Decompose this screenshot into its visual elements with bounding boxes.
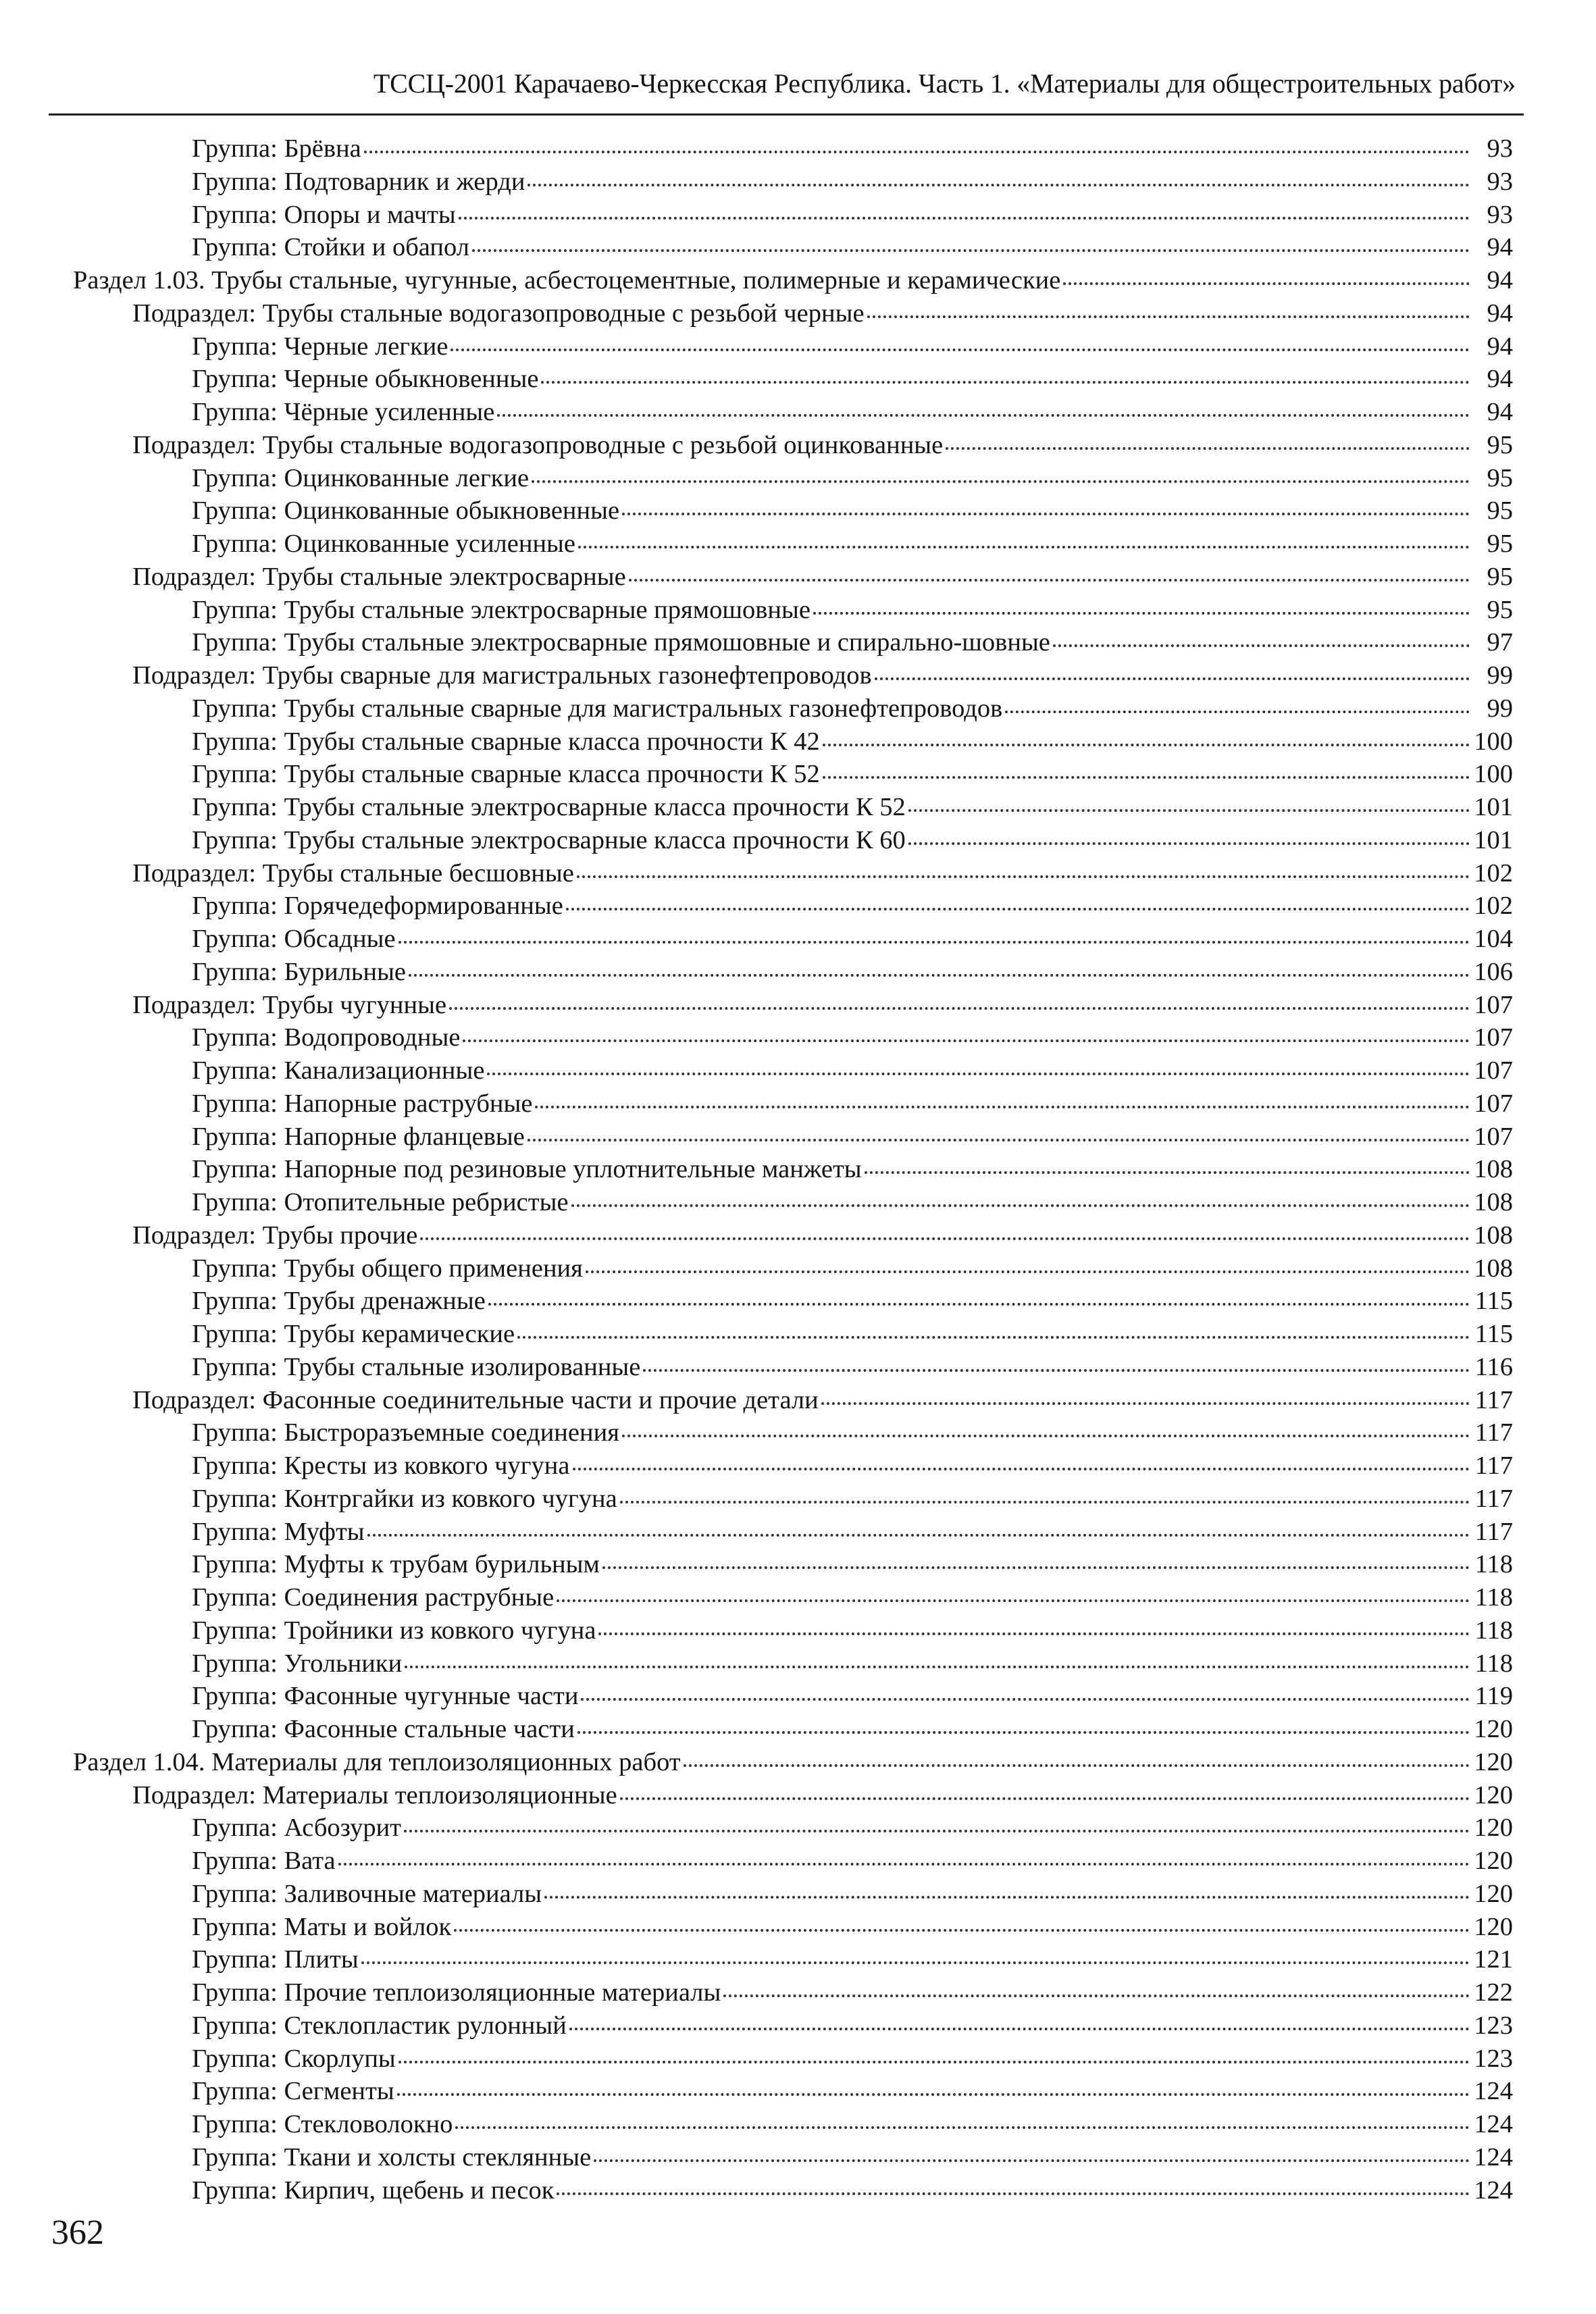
- toc-group-entry[interactable]: [73, 528, 1513, 561]
- toc-group-entry[interactable]: [73, 1449, 1513, 1483]
- toc-entry-label: Раздел 1.04. Материалы для теплоизоляционных работ: [73, 1747, 681, 1776]
- toc-entry-page: 99: [1487, 661, 1513, 690]
- toc-entry-page: 121: [1474, 1945, 1513, 1974]
- toc-subsection-entry[interactable]: [73, 989, 1513, 1022]
- toc-entry-page: 123: [1474, 2044, 1513, 2073]
- toc-subsection-entry[interactable]: [73, 561, 1513, 594]
- toc-entry-label: Группа: Трубы стальные сварные класса прочности К 42: [192, 727, 820, 756]
- dot-leader: [361, 1961, 1470, 1964]
- toc-entry-label: Группа: Опоры и мачты: [192, 200, 456, 229]
- dot-leader: [409, 974, 1470, 977]
- toc-entry-page: 120: [1474, 1814, 1513, 1843]
- toc-entry-label: Группа: Горячедеформированные: [192, 892, 563, 921]
- toc-entry-label: Группа: Трубы стальные сварные класса прочности К 52: [192, 760, 820, 789]
- toc-entry-page: 107: [1474, 1023, 1513, 1052]
- toc-entry-page: 124: [1474, 2077, 1513, 2106]
- toc-entry-page: 94: [1487, 332, 1513, 361]
- toc-group-entry[interactable]: [73, 1285, 1513, 1318]
- dot-leader: [684, 1764, 1470, 1767]
- dot-leader: [398, 2061, 1470, 2063]
- toc-group-entry[interactable]: [73, 956, 1513, 989]
- toc-entry-label: Группа: Трубы стальные электросварные прямошовные: [192, 595, 810, 624]
- toc-entry-page: 107: [1474, 1122, 1513, 1151]
- toc-entry-label: Группа: Трубы керамические: [192, 1320, 515, 1348]
- dot-leader: [420, 1237, 1470, 1240]
- toc-group-entry[interactable]: [73, 1252, 1513, 1285]
- toc-entry-label: Подраздел: Трубы стальные водогазопроводные с резьбой черные: [132, 299, 865, 328]
- toc-entry-label: Группа: Отопительные ребристые: [192, 1188, 569, 1216]
- toc-entry-page: 99: [1487, 694, 1513, 723]
- dot-leader: [569, 2028, 1470, 2030]
- toc-entry-page: 107: [1474, 1089, 1513, 1118]
- dot-leader: [577, 1731, 1470, 1734]
- toc-entry-label: Группа: Трубы общего применения: [192, 1254, 583, 1283]
- dot-leader: [813, 612, 1470, 615]
- toc-group-entry[interactable]: [73, 1054, 1513, 1087]
- toc-entry-label: Группа: Трубы стальные электросварные прямошовные и спирально-шовные: [192, 628, 1050, 657]
- toc-group-entry[interactable]: [73, 725, 1513, 759]
- dot-leader: [867, 315, 1470, 318]
- toc-group-entry[interactable]: [73, 1911, 1513, 1944]
- toc-group-entry[interactable]: [73, 1318, 1513, 1351]
- toc-group-entry[interactable]: [73, 1680, 1513, 1713]
- toc-group-entry[interactable]: [73, 594, 1513, 627]
- toc-entry-label: Группа: Обсадные: [192, 925, 396, 953]
- toc-entry-label: Группа: Прочие теплоизоляционные материалы: [192, 1978, 721, 2007]
- toc-entry-label: Группа: Трубы стальные изолированные: [192, 1352, 641, 1381]
- toc-group-entry[interactable]: [73, 1878, 1513, 1911]
- toc-entry-page: 119: [1474, 1682, 1513, 1711]
- toc-entry-label: Группа: Тройники из ковкого чугуна: [192, 1616, 596, 1645]
- dot-leader: [908, 842, 1470, 845]
- toc-entry-label: Группа: Контргайки из ковкого чугуна: [192, 1484, 617, 1513]
- dot-leader: [573, 1468, 1470, 1470]
- toc-entry-page: 124: [1474, 2176, 1513, 2205]
- toc-entry-label: Подраздел: Трубы стальные электросварные: [132, 562, 626, 591]
- toc-entry-label: Группа: Кресты из ковкого чугуна: [192, 1451, 570, 1480]
- toc-entry-page: 94: [1487, 266, 1513, 294]
- table-of-contents: [73, 132, 1513, 2207]
- toc-subsection-entry[interactable]: [73, 857, 1513, 890]
- toc-entry-label: Группа: Канализационные: [192, 1056, 485, 1085]
- toc-entry-label: Группа: Трубы стальные электросварные класса прочности К 60: [192, 825, 906, 854]
- toc-subsection-entry[interactable]: [73, 1779, 1513, 1812]
- toc-entry-label: Группа: Скорлупы: [192, 2044, 396, 2073]
- toc-entry-page: 93: [1487, 134, 1513, 163]
- toc-entry-page: 108: [1474, 1254, 1513, 1283]
- toc-entry-label: Подраздел: Фасонные соединительные части и прочие детали: [132, 1385, 819, 1414]
- toc-group-entry[interactable]: [73, 923, 1513, 956]
- toc-entry-label: Группа: Стойки и обапол: [192, 233, 469, 262]
- toc-entry-label: Группа: Асбозурит: [192, 1814, 402, 1843]
- dot-leader: [821, 1402, 1470, 1405]
- toc-group-entry[interactable]: [73, 330, 1513, 363]
- toc-entry-page: 120: [1474, 1715, 1513, 1743]
- toc-entry-label: Группа: Вата: [192, 1847, 336, 1875]
- dot-leader: [557, 2192, 1470, 2195]
- dot-leader: [908, 809, 1470, 812]
- toc-entry-page: 97: [1487, 628, 1513, 657]
- toc-entry-label: Группа: Стеклопластик рулонный: [192, 2011, 567, 2040]
- toc-group-entry[interactable]: [73, 2042, 1513, 2076]
- toc-entry-label: Группа: Оцинкованные легкие: [192, 463, 530, 492]
- toc-group-entry[interactable]: [73, 231, 1513, 264]
- dot-leader: [527, 184, 1470, 186]
- toc-entry-label: Группа: Соединения раструбные: [192, 1583, 555, 1612]
- toc-group-entry[interactable]: [73, 1845, 1513, 1878]
- toc-entry-page: 124: [1474, 2110, 1513, 2138]
- dot-leader: [581, 1698, 1470, 1701]
- toc-entry-page: 94: [1487, 233, 1513, 262]
- toc-group-entry[interactable]: [73, 824, 1513, 857]
- toc-group-entry[interactable]: [73, 2075, 1513, 2108]
- toc-entry-page: 118: [1474, 1649, 1513, 1678]
- dot-leader: [487, 1073, 1470, 1075]
- toc-entry-page: 120: [1474, 1912, 1513, 1941]
- toc-entry-page: 107: [1474, 990, 1513, 1019]
- dot-leader: [338, 1863, 1470, 1866]
- dot-leader: [602, 1566, 1470, 1569]
- toc-group-entry[interactable]: [73, 1548, 1513, 1581]
- toc-subsection-entry[interactable]: [73, 659, 1513, 692]
- toc-entry-label: Группа: Чёрные усиленные: [192, 398, 495, 426]
- toc-entry-page: 120: [1474, 1747, 1513, 1776]
- toc-group-entry[interactable]: [73, 1186, 1513, 1219]
- toc-subsection-entry[interactable]: [73, 1384, 1513, 1417]
- dot-leader: [578, 546, 1470, 548]
- toc-group-entry[interactable]: [73, 1483, 1513, 1516]
- toc-entry-page: 100: [1474, 727, 1513, 756]
- toc-entry-label: Группа: Муфты: [192, 1517, 365, 1546]
- dot-leader: [875, 677, 1470, 680]
- dot-leader: [527, 1139, 1470, 1141]
- dot-leader: [497, 414, 1470, 417]
- dot-leader: [1005, 711, 1470, 713]
- toc-group-entry[interactable]: [73, 2009, 1513, 2042]
- dot-leader: [455, 2126, 1470, 2129]
- toc-group-entry[interactable]: [73, 758, 1513, 791]
- toc-entry-page: 120: [1474, 1780, 1513, 1809]
- toc-entry-page: 95: [1487, 463, 1513, 492]
- toc-entry-label: Группа: Трубы стальные сварные для магистральных газонефтепроводов: [192, 694, 1003, 723]
- dot-leader: [577, 875, 1470, 878]
- toc-entry-page: 95: [1487, 562, 1513, 591]
- toc-group-entry[interactable]: [73, 1811, 1513, 1845]
- toc-entry-label: Группа: Трубы дренажные: [192, 1287, 486, 1316]
- toc-entry-page: 117: [1474, 1517, 1513, 1546]
- toc-entry-page: 107: [1474, 1056, 1513, 1085]
- toc-entry-page: 115: [1474, 1287, 1513, 1316]
- toc-entry-label: Группа: Угольники: [192, 1649, 403, 1678]
- toc-entry-label: Подраздел: Трубы чугунные: [132, 990, 447, 1019]
- toc-group-entry[interactable]: [73, 2141, 1513, 2174]
- dot-leader: [1053, 644, 1470, 647]
- dot-leader: [620, 1501, 1470, 1503]
- toc-entry-page: 124: [1474, 2142, 1513, 2171]
- dot-leader: [823, 744, 1470, 746]
- toc-entry-page: 117: [1474, 1484, 1513, 1513]
- running-header: [49, 62, 1524, 115]
- toc-group-entry[interactable]: [73, 2174, 1513, 2207]
- toc-entry-page: 95: [1487, 595, 1513, 624]
- toc-entry-page: 102: [1474, 858, 1513, 888]
- toc-entry-page: 94: [1487, 299, 1513, 328]
- toc-entry-page: 118: [1474, 1616, 1513, 1645]
- toc-entry-page: 101: [1474, 825, 1513, 854]
- toc-entry-label: Группа: Напорные раструбные: [192, 1089, 533, 1118]
- dot-leader: [398, 941, 1470, 944]
- toc-entry-label: Группа: Кирпич, щебень и песок: [192, 2176, 555, 2205]
- toc-group-entry[interactable]: [73, 692, 1513, 725]
- toc-entry-label: Подраздел: Материалы теплоизоляционные: [132, 1780, 617, 1809]
- toc-group-entry[interactable]: [73, 1153, 1513, 1186]
- toc-entry-page: 118: [1474, 1583, 1513, 1612]
- toc-entry-page: 115: [1474, 1320, 1513, 1348]
- toc-entry-page: 94: [1487, 398, 1513, 426]
- toc-group-entry[interactable]: [73, 2108, 1513, 2141]
- toc-group-entry[interactable]: [73, 363, 1513, 396]
- toc-entry-page: 118: [1474, 1550, 1513, 1579]
- toc-entry-page: 101: [1474, 793, 1513, 821]
- dot-leader: [517, 1336, 1470, 1339]
- toc-entry-page: 116: [1474, 1352, 1513, 1381]
- toc-entry-page: 93: [1487, 200, 1513, 229]
- toc-group-entry[interactable]: [73, 1614, 1513, 1647]
- dot-leader: [405, 1666, 1470, 1668]
- page-number: 362: [51, 2213, 104, 2252]
- toc-entry-label: Группа: Маты и войлок: [192, 1912, 452, 1941]
- dot-leader: [404, 1830, 1470, 1832]
- dot-leader: [463, 1039, 1470, 1042]
- toc-entry-label: Группа: Стекловолокно: [192, 2110, 453, 2138]
- toc-group-entry[interactable]: [73, 1976, 1513, 2009]
- toc-entry-label: Группа: Подтоварник и жерди: [192, 167, 525, 196]
- dot-leader: [643, 1369, 1470, 1372]
- toc-entry-label: Раздел 1.03. Трубы стальные, чугунные, асбестоцементные, полимерные и керамические: [73, 266, 1061, 294]
- dot-leader: [451, 349, 1470, 351]
- dot-leader: [598, 1632, 1470, 1635]
- dot-leader: [586, 1270, 1470, 1273]
- dot-leader: [594, 2159, 1470, 2162]
- toc-entry-page: 117: [1474, 1385, 1513, 1414]
- toc-entry-page: 93: [1487, 167, 1513, 196]
- dot-leader: [364, 151, 1470, 153]
- dot-leader: [622, 1435, 1470, 1437]
- toc-entry-label: Группа: Оцинкованные обыкновенные: [192, 496, 620, 525]
- toc-entry-page: 123: [1474, 2011, 1513, 2040]
- toc-entry-label: Группа: Заливочные материалы: [192, 1879, 542, 1908]
- toc-section-entry[interactable]: [73, 264, 1513, 297]
- toc-entry-page: 120: [1474, 1847, 1513, 1875]
- toc-entry-label: Группа: Водопроводные: [192, 1023, 461, 1052]
- toc-entry-page: 104: [1474, 925, 1513, 953]
- toc-subsection-entry[interactable]: [73, 297, 1513, 330]
- toc-entry-page: 108: [1474, 1155, 1513, 1184]
- toc-group-entry[interactable]: [73, 165, 1513, 199]
- toc-entry-label: Группа: Бурильные: [192, 957, 407, 986]
- dot-leader: [566, 908, 1470, 910]
- dot-leader: [1063, 282, 1470, 285]
- toc-entry-label: Группа: Черные легкие: [192, 332, 448, 361]
- dot-leader: [367, 1534, 1470, 1537]
- toc-group-entry[interactable]: [73, 1713, 1513, 1746]
- toc-group-entry[interactable]: [73, 791, 1513, 824]
- toc-entry-page: 108: [1474, 1220, 1513, 1250]
- toc-entry-label: Группа: Ткани и холсты стеклянные: [192, 2142, 592, 2171]
- dot-leader: [472, 249, 1470, 252]
- dot-leader: [946, 447, 1470, 450]
- dot-leader: [622, 513, 1470, 515]
- dot-leader: [571, 1204, 1470, 1207]
- toc-entry-page: 120: [1474, 1879, 1513, 1908]
- toc-entry-label: Группа: Черные обыкновенные: [192, 365, 539, 394]
- toc-entry-label: Группа: Плиты: [192, 1945, 359, 1974]
- dot-leader: [823, 776, 1470, 779]
- toc-entry-page: 122: [1474, 1978, 1513, 2007]
- toc-group-entry[interactable]: [73, 494, 1513, 528]
- toc-entry-page: 95: [1487, 430, 1513, 459]
- header-title: ТССЦ-2001 Карачаево-Черкесская Республика. Часть 1. «Материалы для общестроительных работ»: [373, 68, 1516, 99]
- toc-entry-label: Группа: Фасонные стальные части: [192, 1715, 575, 1743]
- toc-entry-label: Подраздел: Трубы стальные бесшовные: [132, 858, 574, 888]
- toc-group-entry[interactable]: [73, 396, 1513, 429]
- toc-group-entry[interactable]: [73, 462, 1513, 495]
- dot-leader: [449, 1007, 1470, 1010]
- toc-group-entry[interactable]: [73, 1121, 1513, 1154]
- toc-entry-page: 108: [1474, 1188, 1513, 1216]
- toc-entry-label: Группа: Оцинкованные усиленные: [192, 530, 576, 558]
- toc-subsection-entry[interactable]: [73, 429, 1513, 462]
- toc-group-entry[interactable]: [73, 1516, 1513, 1549]
- dot-leader: [723, 1995, 1470, 1997]
- dot-leader: [557, 1599, 1470, 1602]
- toc-entry-page: 94: [1487, 365, 1513, 394]
- toc-entry-page: 102: [1474, 892, 1513, 921]
- toc-group-entry[interactable]: [73, 1021, 1513, 1054]
- dot-leader: [541, 381, 1470, 384]
- toc-entry-page: 117: [1474, 1418, 1513, 1447]
- toc-entry-page: 106: [1474, 957, 1513, 986]
- toc-entry-label: Группа: Муфты к трубам бурильным: [192, 1550, 600, 1579]
- dot-leader: [454, 1929, 1470, 1932]
- toc-entry-label: Группа: Сегменты: [192, 2077, 394, 2106]
- toc-entry-label: Подраздел: Трубы прочие: [132, 1220, 418, 1250]
- dot-leader: [535, 1106, 1470, 1108]
- toc-group-entry[interactable]: [73, 1087, 1513, 1121]
- toc-entry-label: Группа: Брёвна: [192, 134, 361, 163]
- toc-entry-page: 117: [1474, 1451, 1513, 1480]
- toc-group-entry[interactable]: [73, 199, 1513, 232]
- toc-entry-label: Группа: Быстроразъемные соединения: [192, 1418, 619, 1447]
- dot-leader: [544, 1896, 1470, 1899]
- toc-section-entry[interactable]: [73, 1746, 1513, 1779]
- toc-entry-page: 95: [1487, 530, 1513, 558]
- dot-leader: [865, 1171, 1470, 1174]
- toc-entry-label: Подраздел: Трубы стальные водогазопроводные с резьбой оцинкованные: [132, 430, 944, 459]
- toc-group-entry[interactable]: [73, 1351, 1513, 1384]
- toc-entry-label: Подраздел: Трубы сварные для магистральных газонефтепроводов: [132, 661, 872, 690]
- toc-group-entry[interactable]: [73, 1647, 1513, 1680]
- toc-group-entry[interactable]: [73, 890, 1513, 923]
- toc-entry-page: 95: [1487, 496, 1513, 525]
- dot-leader: [459, 217, 1470, 220]
- toc-entry-page: 100: [1474, 760, 1513, 789]
- toc-entry-label: Группа: Напорные фланцевые: [192, 1122, 525, 1151]
- toc-group-entry[interactable]: [73, 132, 1513, 165]
- dot-leader: [397, 2093, 1470, 2096]
- toc-group-entry[interactable]: [73, 1581, 1513, 1614]
- dot-leader: [620, 1797, 1470, 1800]
- toc-subsection-entry[interactable]: [73, 1219, 1513, 1252]
- toc-group-entry[interactable]: [73, 626, 1513, 659]
- dot-leader: [532, 480, 1470, 483]
- dot-leader: [629, 579, 1470, 582]
- toc-entry-label: Группа: Фасонные чугунные части: [192, 1682, 579, 1711]
- toc-group-entry[interactable]: [73, 1943, 1513, 1976]
- toc-entry-label: Группа: Напорные под резиновые уплотнительные манжеты: [192, 1155, 862, 1184]
- toc-group-entry[interactable]: [73, 1416, 1513, 1449]
- dot-leader: [488, 1303, 1470, 1306]
- toc-entry-label: Группа: Трубы стальные электросварные класса прочности К 52: [192, 793, 906, 821]
